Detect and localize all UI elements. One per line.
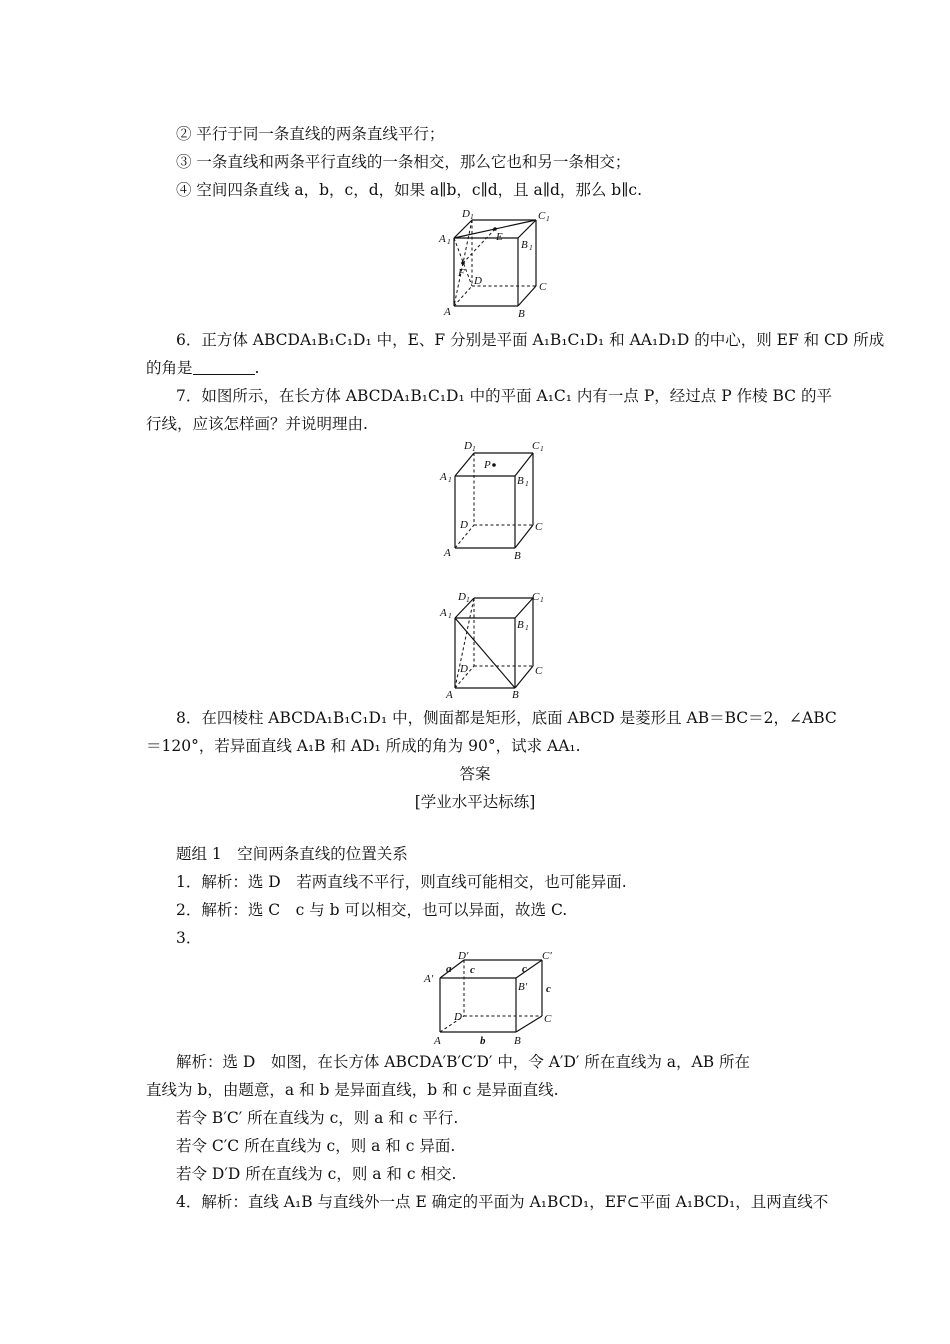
answer-3-text3: 若令 B′C′ 所在直线为 c，则 a 和 c 平行. [176,1109,459,1127]
label-a: A [434,1035,441,1047]
answer-blank [193,360,255,375]
svg-text:1: 1 [540,595,544,604]
label-c: C [535,521,543,533]
figure-cube-ef [438,206,558,318]
statement-3: ③ 一条直线和两条平行直线的一条相交，那么它也和另一条相交； [176,153,631,171]
label-p: P [484,459,491,471]
label-c: C [539,281,547,293]
label-e: E [496,231,503,243]
answer-3-label: 3． [176,929,202,947]
statement-2: ② 平行于同一条直线的两条直线平行； [176,125,445,143]
label-d: D [474,275,482,287]
question-6-line1: 6．正方体 ABCDA₁B₁C₁D₁ 中，E、F 分别是平面 A₁B₁C₁D₁ 和 AA₁D₁D 的中心，则 EF 和 CD 所成 [176,331,885,349]
svg-text:1: 1 [529,243,533,252]
answer-2: 2．解析：选 C c 与 b 可以相交，也可以异面，故选 C. [176,901,568,919]
answer-3-text2: 直线为 b，由题意，a 和 b 是异面直线，b 和 c 是异面直线. [146,1081,559,1099]
label-a: A [446,689,453,701]
label-c1: C [538,210,546,222]
question-6-line2: 的角是 . [146,359,260,377]
label-a1: A [440,471,447,483]
label-b-prime: B′ [518,981,528,993]
answer-1: 1．解析：选 D 若两直线不平行，则直线可能相交，也可能异面. [176,873,627,891]
label-d1: D [462,208,470,220]
label-line-c-right: c [522,963,527,975]
answer-3-text5: 若令 D′D 所在直线为 c，则 a 和 c 相交. [176,1165,457,1183]
answer-4: 4．解析：直线 A₁B 与直线外一点 E 确定的平面为 A₁BCD₁，EF⊂平面 A₁BCD₁，且两直线不 [176,1193,829,1211]
section-title: [学业水平达标练] [414,793,536,811]
group-1-title: 题组 1 空间两条直线的位置关系 [176,845,408,863]
label-d: D [454,1011,462,1023]
svg-text:1: 1 [472,444,476,453]
label-line-b: b [480,1035,486,1047]
question-7-line2: 行线，应该怎样画？并说明理由. [146,415,368,433]
answer-3-text4: 若令 C′C 所在直线为 c，则 a 和 c 异面. [176,1137,456,1155]
label-d1: D [464,440,472,452]
label-f: F [458,267,465,279]
label-a-prime: A′ [424,973,434,985]
label-d: D [460,663,468,675]
label-d1: D [458,591,466,603]
svg-text:1: 1 [470,212,474,221]
label-c: C [544,1013,552,1025]
question-7-line1: 7．如图所示，在长方体 ABCDA₁B₁C₁D₁ 中的平面 A₁C₁ 内有一点 P，经过点 P 作棱 BC 的平 [176,387,832,405]
svg-text:1: 1 [525,623,529,632]
svg-text:1: 1 [540,444,544,453]
figure-box-diagonals [440,590,555,702]
label-c1: C [532,591,540,603]
svg-text:1: 1 [466,595,470,604]
svg-text:1: 1 [448,611,452,620]
label-b: B [512,689,519,701]
label-a: A [444,306,451,318]
figure-box-abc [422,952,562,1046]
label-a1: A [440,607,447,619]
answer-3-text1: 解析：选 D 如图，在长方体 ABCDA′B′C′D′ 中，令 A′D′ 所在直线为 a，AB 所在 [176,1053,751,1071]
svg-text:1: 1 [546,214,550,223]
label-line-c-top: c [470,964,475,976]
label-a: A [444,547,451,559]
svg-text:1: 1 [525,479,529,488]
svg-text:1: 1 [447,237,451,246]
label-line-c-side: c [546,983,551,995]
figure-box-p [440,438,555,562]
statement-4: ④ 空间四条直线 a，b，c，d，如果 a∥b，c∥d，且 a∥d，那么 b∥c. [176,181,643,199]
label-a1: A [439,233,446,245]
label-c-prime: C′ [542,950,552,962]
question-8-line1: 8．在四棱柱 ABCDA₁B₁C₁D₁ 中，侧面都是矩形，底面 ABCD 是菱形且 AB＝BC＝2，∠ABC [176,709,837,727]
question-8-line2: ＝120°，若异面直线 A₁B 和 AD₁ 所成的角为 90°，试求 AA₁. [146,737,581,755]
label-b1: B [521,239,528,251]
answer-title: 答案 [459,765,491,783]
label-c1: C [532,440,540,452]
label-d-prime: D′ [458,950,469,962]
label-b: B [518,308,525,320]
label-d: D [460,519,468,531]
label-b1: B [517,619,524,631]
label-b: B [514,1035,521,1047]
label-line-a: a [446,963,452,975]
label-b: B [514,550,521,562]
label-c: C [535,665,543,677]
label-b1: B [517,475,524,487]
svg-text:1: 1 [448,475,452,484]
